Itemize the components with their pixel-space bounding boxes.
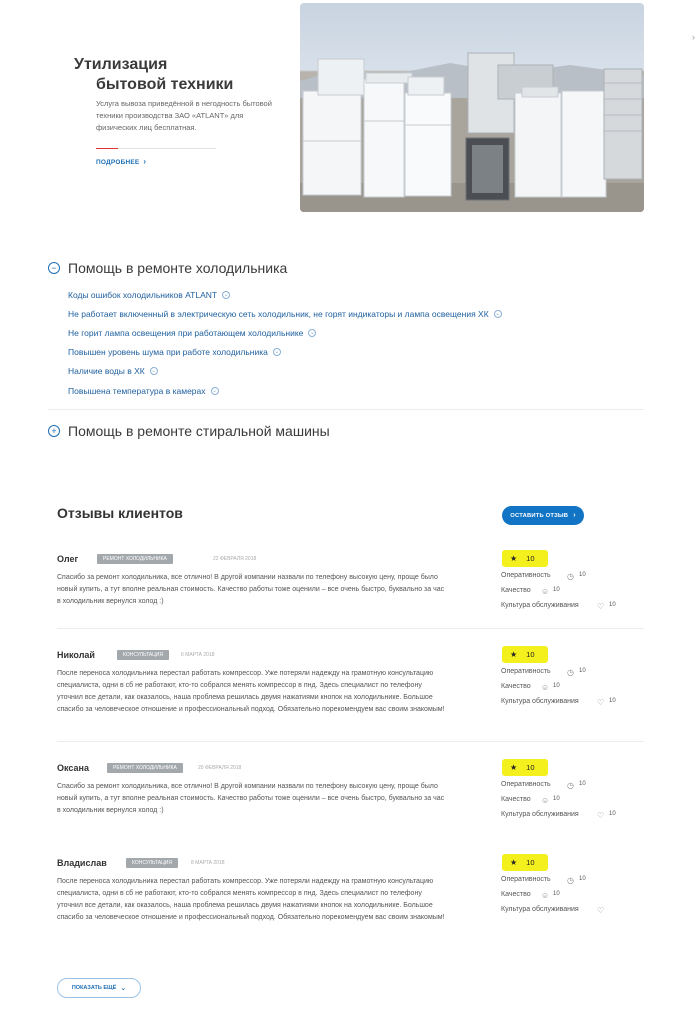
star-icon: ★ (510, 650, 518, 659)
leave-review-button[interactable] (502, 506, 584, 525)
metric-value: 10 (553, 796, 560, 802)
metric-speed (501, 876, 586, 891)
metric-quality (501, 796, 579, 811)
hero-title (74, 55, 233, 95)
reviewer-name: Олег (57, 554, 79, 564)
review-text: Спасибо за ремонт холодильника, все отлично! В другой компании назвали по телефону высокую цену, проще было новый купить, а тут вполне реальная стоимость. Качество работы тоже оценили – все очень быстро, буквально за час в холодильник вернулся холод :) (57, 783, 445, 814)
chevron-down-icon: ⌄ (274, 349, 280, 356)
service-tag: РЕМОНТ ХОЛОДИЛЬНИКА (97, 554, 173, 564)
smile-icon: ☺ (541, 796, 550, 805)
show-more-label: ПОКАЗАТЬ ЕЩЁ (71, 985, 117, 991)
metric-label: Культура обслуживания (501, 602, 579, 609)
review-text: После переноса холодильника перестал работать компрессор. Уже потеряли надежду на грамотную консультацию специалиста, одни в сб не работают, кто-то собрался менять компрессор в пнд. Здесь специалист по телефону уточнил все детали, как оказалось, наша проблема решилась двумя нажатиями кнопок на холодильнике. Большое спасибо за человеческое отношение и профессиональный подход. Обязательно порекомендуем вас своим знакомым! (57, 878, 445, 921)
faq-refrigerator-header[interactable] (48, 258, 287, 278)
chevron-down-icon: ⌄ (120, 985, 127, 992)
faq-item[interactable] (68, 381, 502, 400)
metric-quality (501, 891, 579, 906)
heart-icon: ♡ (597, 906, 605, 915)
metric-label: Качество (501, 796, 531, 803)
speed-icon: ◷ (567, 876, 574, 885)
carousel-next-icon[interactable]: › (692, 32, 695, 42)
review-metrics (501, 572, 616, 617)
metric-label: Оперативность (501, 781, 551, 788)
score-value: 10 (526, 763, 535, 772)
metric-quality (501, 683, 579, 698)
review-metrics (501, 876, 605, 921)
metric-value: 10 (609, 602, 616, 608)
faq-item-label: Не горит лампа освещения при работающем холодильнике (68, 327, 304, 338)
more-link[interactable] (96, 157, 146, 166)
smile-icon: ☺ (541, 891, 550, 900)
faq-item[interactable] (68, 285, 502, 304)
review-metrics (501, 668, 616, 713)
chevron-down-icon: ⌄ (309, 329, 315, 336)
metric-speed (501, 572, 586, 587)
faq-washer-header[interactable] (48, 421, 330, 441)
score-value: 10 (526, 858, 535, 867)
metric-service (501, 602, 616, 617)
faq-item[interactable] (68, 323, 502, 342)
metric-label: Культура обслуживания (501, 698, 579, 705)
metric-label: Оперативность (501, 876, 551, 883)
chevron-down-icon: ⌄ (212, 387, 218, 394)
review-metrics (501, 781, 616, 826)
service-tag: КОНСУЛЬТАЦИЯ (117, 650, 169, 660)
metric-value: 10 (609, 698, 616, 704)
star-icon: ★ (510, 554, 518, 563)
metric-value: 10 (579, 572, 586, 578)
chevron-right-icon: › (573, 512, 576, 519)
score-value: 10 (526, 554, 535, 563)
heart-icon: ♡ (597, 602, 605, 611)
metric-value: 10 (553, 683, 560, 689)
score-value: 10 (526, 650, 535, 659)
review-text: Спасибо за ремонт холодильника, все отлично! В другой компании назвали по телефону высокую цену, проще было новый купить, а тут вполне реальная стоимость. Качество работы тоже оценили – все очень быстро, буквально за час в холодильник вернулся холод :) (57, 574, 445, 605)
speed-icon: ◷ (567, 781, 574, 790)
score-badge (502, 550, 548, 567)
heart-icon: ♡ (597, 811, 605, 820)
metric-label: Качество (501, 683, 531, 690)
metric-label: Качество (501, 891, 531, 898)
hero-description: Услуга вывоза приведённой в негодность бытовой техники производства ЗАО «ATLANT» для физических лиц бесплатная. (96, 99, 272, 132)
expand-icon: + (48, 425, 60, 437)
collapse-icon: − (48, 262, 60, 274)
metric-label: Культура обслуживания (501, 906, 579, 913)
show-more-button[interactable] (57, 978, 141, 998)
metric-value: 10 (553, 587, 560, 593)
faq-item[interactable] (68, 343, 502, 362)
faq-item-label: Повышен уровень шума при работе холодильника (68, 347, 268, 358)
metric-label: Качество (501, 587, 531, 594)
reviewer-name: Оксана (57, 763, 89, 773)
review-date: 6 МАРТА 2018 (181, 652, 215, 658)
metric-label: Оперативность (501, 572, 551, 579)
chevron-down-icon: ⌄ (223, 291, 229, 298)
star-icon: ★ (510, 763, 518, 772)
faq-item-label: Наличие воды в ХК (68, 366, 145, 377)
faq-item-label: Не работает включенный в электрическую сеть холодильник, не горят индикаторы и лампа освещения ХК (68, 308, 489, 319)
score-badge (502, 854, 548, 871)
metric-service (501, 906, 605, 921)
faq-item-label: Коды ошибок холодильников ATLANT (68, 289, 218, 300)
hero-divider (96, 148, 216, 149)
metric-speed (501, 781, 586, 796)
divider (57, 628, 644, 629)
faq-refrigerator-title: Помощь в ремонте холодильника (68, 260, 288, 276)
metric-value: 10 (579, 668, 586, 674)
metric-quality (501, 587, 579, 602)
chevron-right-icon: › (143, 157, 147, 166)
faq-washer-title: Помощь в ремонте стиральной машины (68, 423, 330, 439)
faq-refrigerator-list (68, 285, 502, 400)
metric-value: 10 (609, 811, 616, 817)
metric-service (501, 811, 616, 826)
hero-title-line1: Утилизация (74, 56, 168, 73)
chevron-down-icon: ⌄ (495, 310, 501, 317)
hero-section (0, 0, 696, 215)
heart-icon: ♡ (597, 698, 605, 707)
smile-icon: ☺ (541, 587, 550, 596)
review-date: 22 ФЕВРАЛЯ 2018 (213, 556, 257, 562)
appliances-illustration (300, 3, 644, 212)
faq-item-label: Повышена температура в камерах (68, 385, 206, 396)
metric-value: 10 (579, 781, 586, 787)
reviews-title: Отзывы клиентов (57, 505, 183, 521)
reviewer-name: Николай (57, 650, 95, 660)
divider (57, 741, 644, 742)
review-text: После переноса холодильника перестал работать компрессор. Уже потеряли надежду на грамотную консультацию специалиста, одни в сб не работают, кто-то собрался менять компрессор в пнд. Здесь специалист по телефону уточнил все детали, как оказалось, наша проблема решилась двумя нажатиями кнопок на холодильнике. Большое спасибо за человеческое отношение и профессиональный подход. Обязательно порекомендуем вас своим знакомым! (57, 670, 445, 713)
hero-appliances-image (300, 3, 644, 212)
chevron-down-icon: ⌄ (151, 368, 157, 375)
smile-icon: ☺ (541, 683, 550, 692)
speed-icon: ◷ (567, 668, 574, 677)
reviewer-name: Владислав (57, 858, 107, 868)
hero-title-line2: бытовой техники (96, 76, 234, 93)
metric-value: 10 (553, 891, 560, 897)
divider (48, 409, 644, 410)
star-icon: ★ (510, 858, 518, 867)
metric-label: Оперативность (501, 668, 551, 675)
metric-service (501, 698, 616, 713)
score-badge (502, 646, 548, 663)
metric-value: 10 (579, 876, 586, 882)
more-link-label: ПОДРОБНЕЕ (96, 159, 140, 166)
metric-speed (501, 668, 586, 683)
faq-item[interactable] (68, 362, 502, 381)
service-tag: КОНСУЛЬТАЦИЯ (126, 858, 178, 868)
score-badge (502, 759, 548, 776)
review-date: 20 ФЕВРАЛЯ 2018 (198, 765, 242, 771)
leave-review-label: ОСТАВИТЬ ОТЗЫВ (510, 512, 569, 519)
speed-icon: ◷ (567, 572, 574, 581)
faq-item[interactable] (68, 304, 502, 323)
service-tag: РЕМОНТ ХОЛОДИЛЬНИКА (107, 763, 183, 773)
metric-label: Культура обслуживания (501, 811, 579, 818)
review-date: 8 МАРТА 2018 (191, 860, 225, 866)
